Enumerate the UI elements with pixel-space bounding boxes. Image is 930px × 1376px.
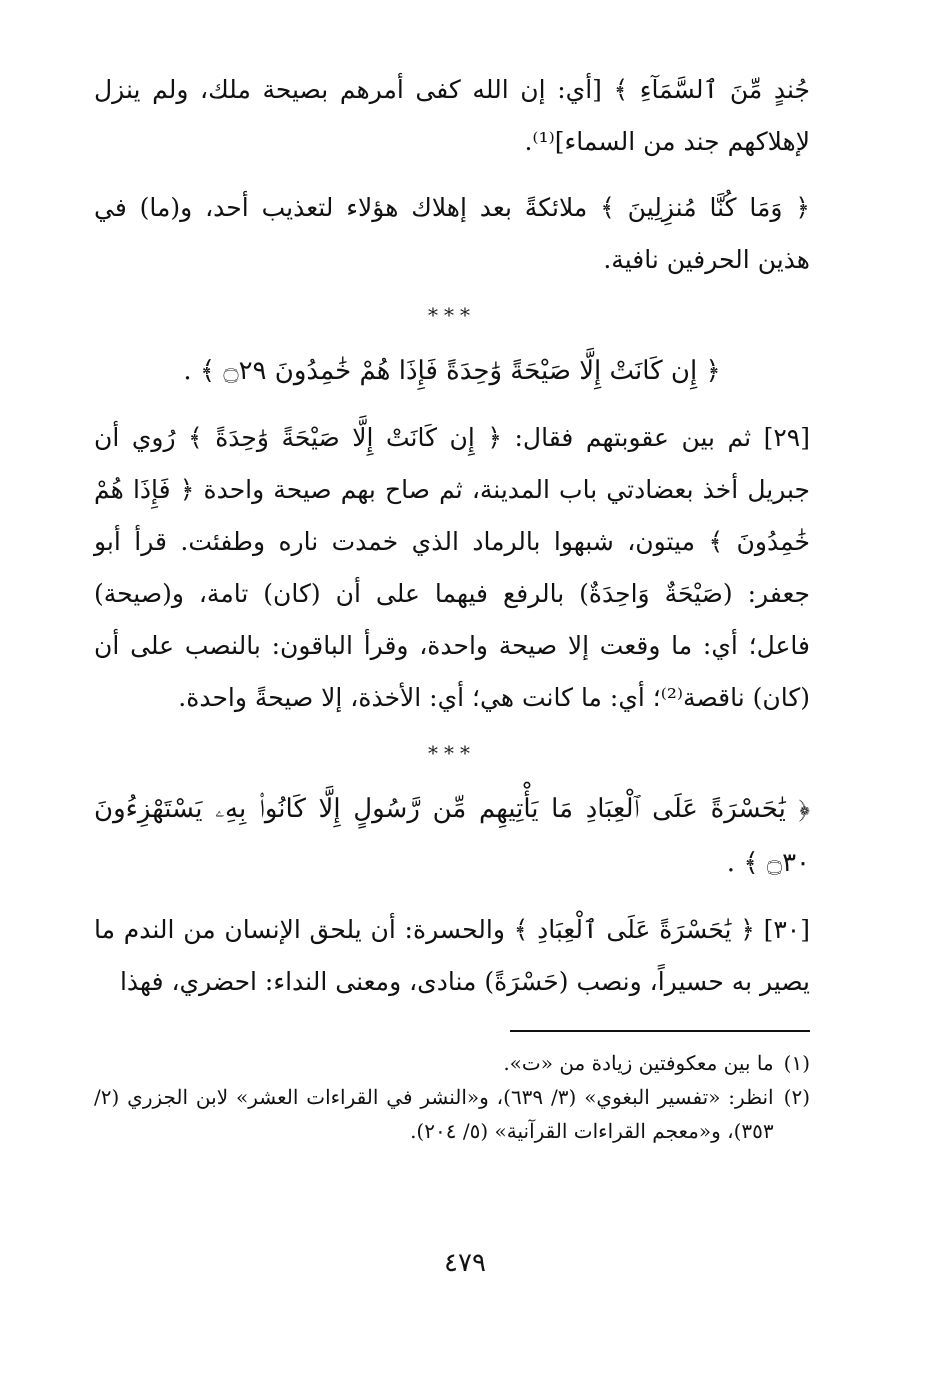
paragraph-intro: جُندٍ مِّنَ ٱلسَّمَآءِ ﴾ [أي: إن الله كفى أمرهم بصيحة ملك، ولم ينزل لإهلاكهم جند من السماء]⁽¹⁾.	[94, 75, 810, 156]
paragraph-commentary-29: [٢٩] ثم بين عقوبتهم فقال: ﴿ إِن كَانَتْ إِلَّا صَيْحَةً وَٰحِدَةً ﴾ رُوي أن جبريل أخذ بعضادتي باب المدينة، ثم صاح بهم صيحة واحدة ﴿ فَإِذَا هُمْ خَٰمِدُونَ ﴾ ميتون، شبهوا بالرماد الذي خمدت ناره وطفئت. قرأ أبو جعفر: (صَيْحَةٌ وَاحِدَةٌ) بالرفع فيهما على أن (كان) تامة، و(صيحة) فاعل؛ أي: ما وقعت إلا صيحة واحدة، وقرأ الباقون: بالنصب على أن (كان) ناقصة⁽²⁾؛ أي: ما كانت هي؛ أي: الأخذة، إلا صيحةً واحدة.	[94, 423, 810, 712]
page-number: ٤٧٩	[444, 1248, 486, 1278]
footnote-text: ما بين معكوفتين زيادة من «ت».	[503, 1051, 774, 1075]
footnotes	[94, 1046, 810, 1148]
quran-verse-30: ﴿ يَٰحَسْرَةً عَلَى ٱلْعِبَادِ مَا يَأْتِيهِم مِّن رَّسُولٍ إِلَّا كَانُوا۟ بِهِۦ يَسْتَهْزِءُونَ ۝٣٠ ﴾ .	[94, 794, 810, 878]
section-separator: ***	[428, 303, 476, 327]
footnote-number: (١)	[783, 1051, 810, 1075]
quran-verse-29: ﴿ إِن كَانَتْ إِلَّا صَيْحَةً وَٰحِدَةً فَإِذَا هُمْ خَٰمِدُونَ ۝٢٩ ﴾ .	[183, 356, 721, 386]
page-content	[94, 64, 810, 1148]
section-separator: ***	[428, 741, 476, 765]
footnote-number: (٢)	[783, 1085, 810, 1109]
footnote-item	[94, 1046, 810, 1080]
paragraph-wama-kunna: ﴿ وَمَا كُنَّا مُنزِلِينَ ﴾ ملائكةً بعد إهلاك هؤلاء لتعذيب أحد، و(ما) في هذين الحرفين نافية.	[94, 193, 810, 274]
paragraph-commentary-30: [٣٠] ﴿ يَٰحَسْرَةً عَلَى ٱلْعِبَادِ ﴾ والحسرة: أن يلحق الإنسان من الندم ما يصير به حسيراً، ونصب (حَسْرَةً) منادى، ومعنى النداء: احضري، فهذا	[94, 915, 810, 996]
footnote-text: انظر: «تفسير البغوي» (٣/ ٦٣٩)، و«النشر في القراءات العشر» لابن الجزري (٢/ ٣٥٣)، و«معجم القراءات القرآنية» (٥/ ٢٠٤).	[94, 1085, 774, 1143]
footnote-divider	[510, 1030, 810, 1032]
footnote-item	[94, 1080, 810, 1148]
